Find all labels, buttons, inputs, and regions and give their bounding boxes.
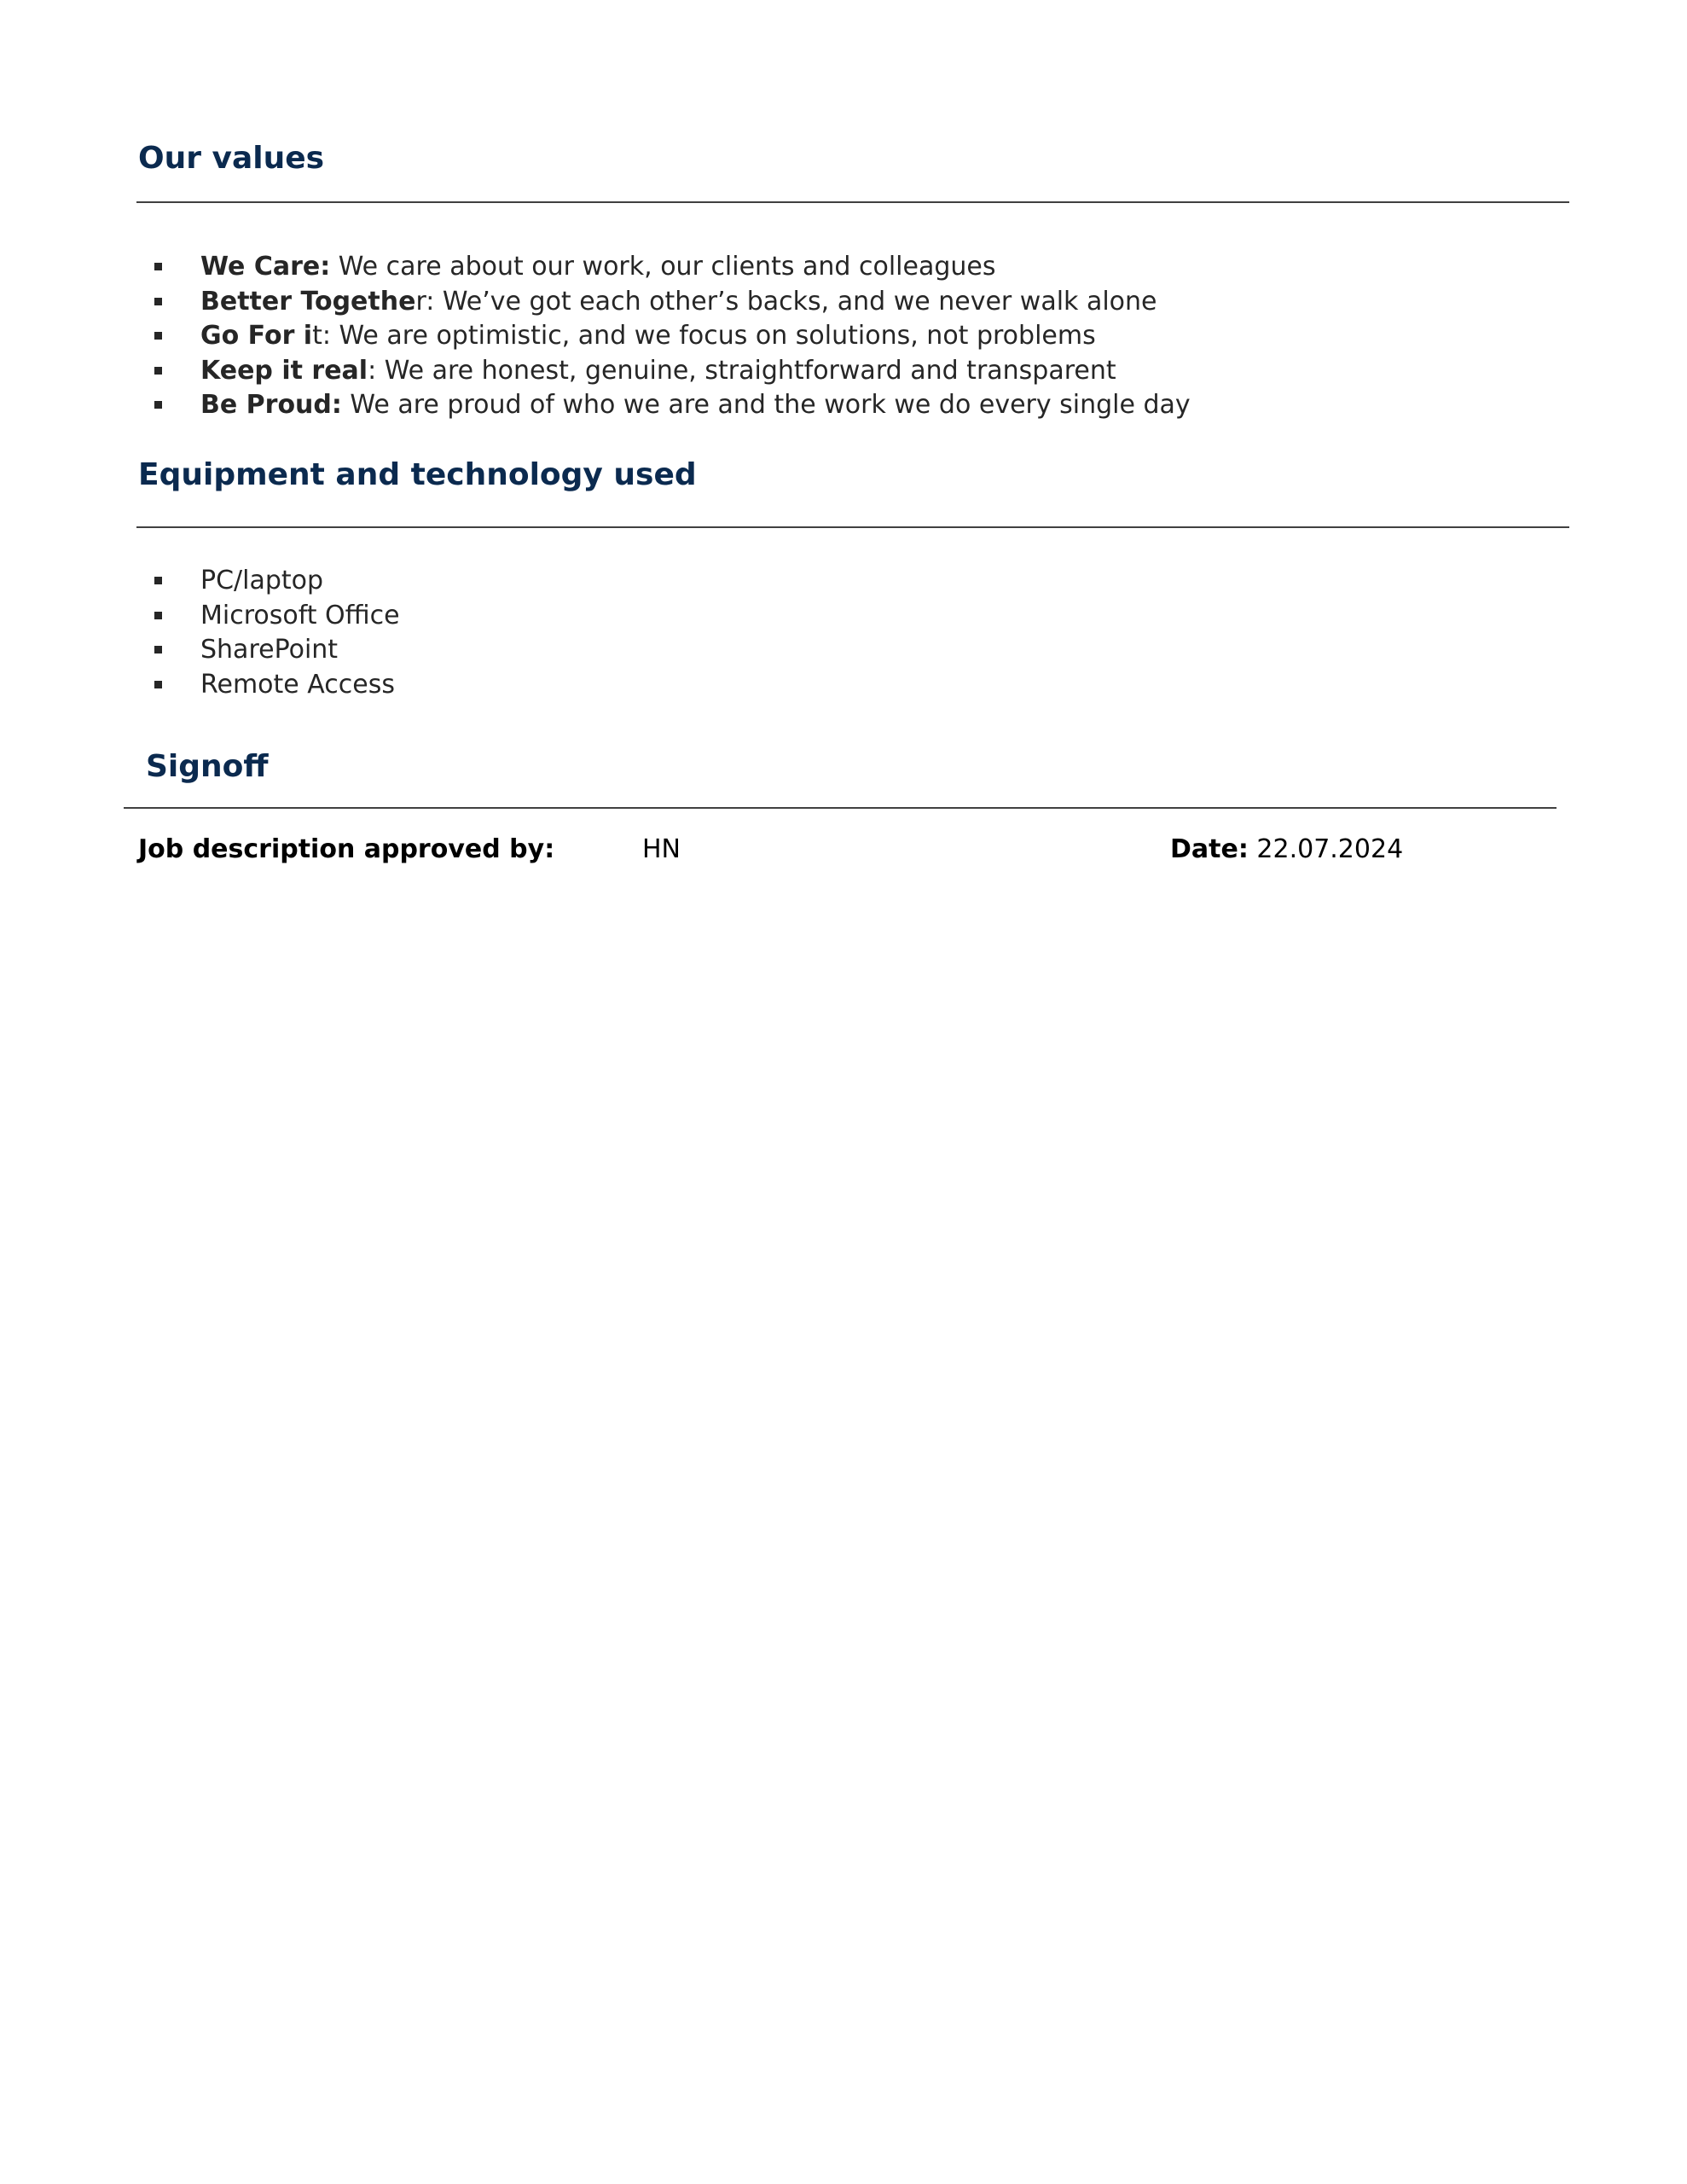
square-bullet-icon bbox=[154, 577, 162, 584]
value-description: We are proud of who we are and the work we do every single day bbox=[341, 390, 1191, 420]
value-description: t: We are optimistic, and we focus on solutions, not problems bbox=[312, 321, 1096, 351]
our-values-divider bbox=[136, 201, 1569, 203]
equipment-heading: Equipment and technology used bbox=[138, 457, 697, 492]
equipment-divider bbox=[136, 526, 1569, 528]
date-label: Date: bbox=[1170, 834, 1249, 864]
our-values-heading: Our values bbox=[138, 141, 325, 176]
date-value: 22.07.2024 bbox=[1256, 834, 1404, 864]
equipment-item-label: Remote Access bbox=[200, 669, 395, 700]
value-name: Better Togethe bbox=[200, 286, 416, 317]
approved-by-label: Job description approved by: bbox=[138, 834, 555, 864]
square-bullet-icon bbox=[154, 681, 162, 688]
square-bullet-icon bbox=[154, 332, 162, 340]
value-description: : We are honest, genuine, straightforward and transparent bbox=[368, 355, 1116, 386]
square-bullet-icon bbox=[154, 367, 162, 375]
equipment-item-label: SharePoint bbox=[200, 635, 339, 665]
date-field bbox=[1170, 833, 1403, 867]
square-bullet-icon bbox=[154, 612, 162, 619]
equipment-item-label: Microsoft Office bbox=[200, 600, 400, 630]
approved-by-value: HN bbox=[642, 834, 681, 864]
square-bullet-icon bbox=[154, 263, 162, 270]
value-description: r: We’ve got each other’s backs, and we never walk alone bbox=[415, 286, 1157, 317]
value-name: We Care: bbox=[200, 252, 331, 282]
value-name: Keep it real bbox=[200, 355, 368, 386]
square-bullet-icon bbox=[154, 298, 162, 305]
square-bullet-icon bbox=[154, 401, 162, 409]
value-name: Go For i bbox=[200, 321, 313, 351]
square-bullet-icon bbox=[154, 646, 162, 653]
signoff-heading: Signoff bbox=[146, 749, 269, 784]
signoff-divider bbox=[124, 807, 1557, 809]
equipment-item-label: PC/laptop bbox=[200, 566, 324, 595]
value-description: We care about our work, our clients and colleagues bbox=[330, 252, 996, 282]
value-name: Be Proud: bbox=[200, 390, 342, 420]
